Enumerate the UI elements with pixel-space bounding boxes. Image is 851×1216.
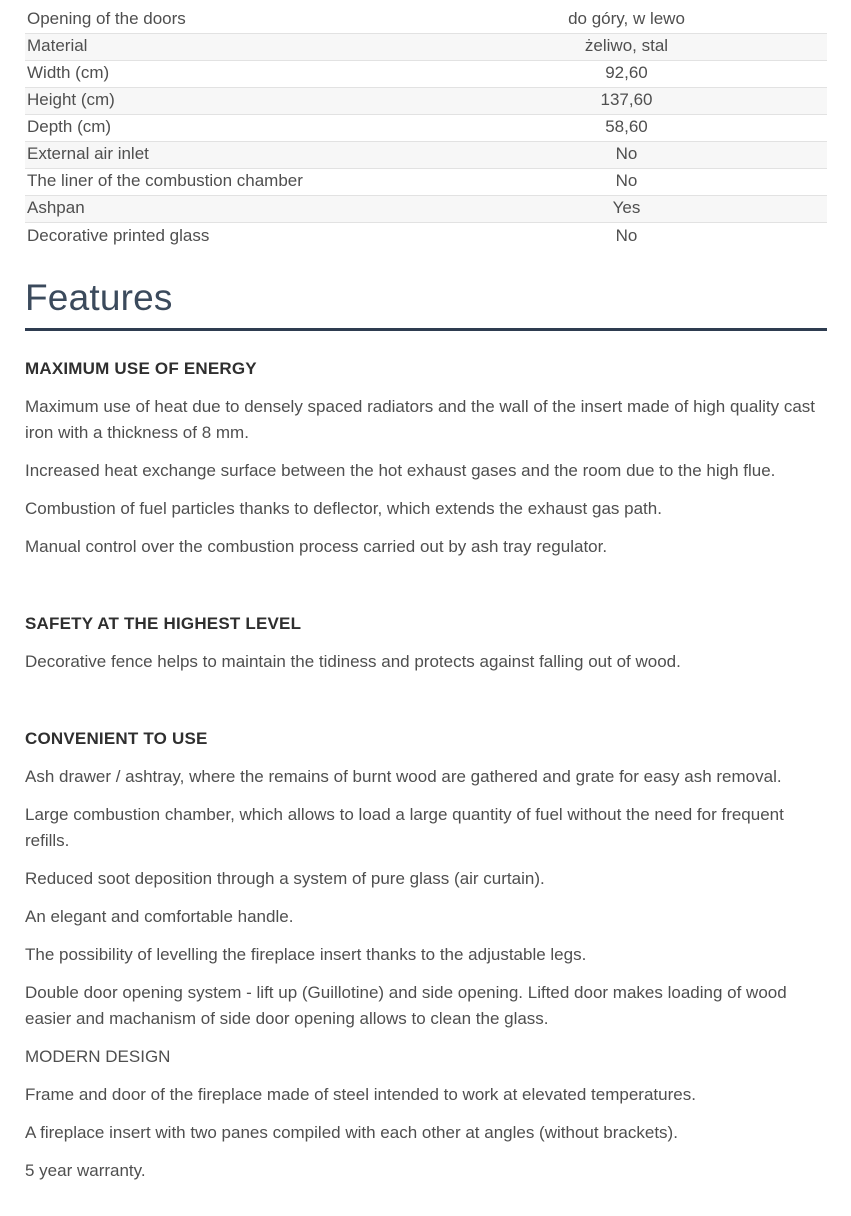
spec-row	[25, 6, 827, 33]
spec-row	[25, 114, 827, 141]
feature-paragraph: Reduced soot deposition through a system of pure glass (air curtain).	[25, 868, 545, 888]
feature-paragraph: Frame and door of the fireplace made of steel intended to work at elevated temperatures.	[25, 1084, 696, 1104]
spec-label: Depth (cm)	[25, 114, 426, 141]
feature-paragraph: Double door opening system - lift up (Guillotine) and side opening. Lifted door makes loading of wood easier and machanism of side door opening allows to clean the glass.	[25, 982, 787, 1028]
spec-value: do góry, w lewo	[568, 9, 685, 29]
spec-value: żeliwo, stal	[426, 33, 827, 60]
feature-paragraph: Ash drawer / ashtray, where the remains of burnt wood are gathered and grate for easy ash removal.	[25, 766, 782, 786]
feature-paragraph: The possibility of levelling the fireplace insert thanks to the adjustable legs.	[25, 944, 587, 964]
features-sections	[25, 359, 827, 1184]
spec-label: Opening of the doors	[27, 9, 186, 29]
feature-section	[25, 614, 827, 675]
feature-section	[25, 359, 827, 560]
feature-paragraph: Increased heat exchange surface between the hot exhaust gases and the room due to the high flue.	[25, 460, 776, 480]
spec-value: No	[426, 141, 827, 168]
spec-label: Decorative printed glass	[25, 222, 426, 249]
feature-paragraph: Large combustion chamber, which allows to load a large quantity of fuel without the need for frequent refills.	[25, 804, 784, 850]
spec-value: No	[426, 222, 827, 249]
spec-label: Width (cm)	[25, 60, 426, 87]
spec-value: No	[426, 168, 827, 195]
spec-row	[25, 60, 827, 87]
feature-paragraph: 5 year warranty.	[25, 1160, 146, 1180]
spec-value: 92,60	[426, 60, 827, 87]
spec-row	[25, 222, 827, 249]
feature-paragraph: A fireplace insert with two panes compiled with each other at angles (without brackets).	[25, 1122, 678, 1142]
feature-paragraph: An elegant and comfortable handle.	[25, 906, 294, 926]
spec-label: Ashpan	[25, 195, 426, 222]
features-divider	[25, 328, 827, 331]
feature-paragraph: Maximum use of heat due to densely spaced radiators and the wall of the insert made of high quality cast iron with a thickness of 8 mm.	[25, 396, 816, 442]
spec-row	[25, 195, 827, 222]
feature-paragraph: MODERN DESIGN	[25, 1046, 171, 1066]
spec-table	[25, 6, 827, 249]
feature-section-heading: MAXIMUM USE OF ENERGY	[25, 358, 257, 378]
spec-table-body	[25, 6, 827, 249]
spec-value: 58,60	[426, 114, 827, 141]
spec-value: 137,60	[426, 87, 827, 114]
feature-paragraph: Manual control over the combustion process carried out by ash tray regulator.	[25, 536, 608, 556]
feature-section-heading: SAFETY AT THE HIGHEST LEVEL	[25, 613, 302, 633]
spec-label: External air inlet	[25, 141, 426, 168]
spec-label: Material	[25, 33, 426, 60]
feature-section-heading: CONVENIENT TO USE	[25, 728, 208, 748]
spec-label: Height (cm)	[25, 87, 426, 114]
feature-paragraph: Decorative fence helps to maintain the tidiness and protects against falling out of wood.	[25, 651, 681, 671]
feature-paragraph: Combustion of fuel particles thanks to deflector, which extends the exhaust gas path.	[25, 498, 662, 518]
feature-section	[25, 729, 827, 1184]
spec-row	[25, 168, 827, 195]
spec-row	[25, 33, 827, 60]
features-heading: Features	[25, 277, 173, 318]
spec-label: The liner of the combustion chamber	[25, 168, 426, 195]
spec-value: Yes	[426, 195, 827, 222]
spec-row	[25, 141, 827, 168]
spec-row	[25, 87, 827, 114]
